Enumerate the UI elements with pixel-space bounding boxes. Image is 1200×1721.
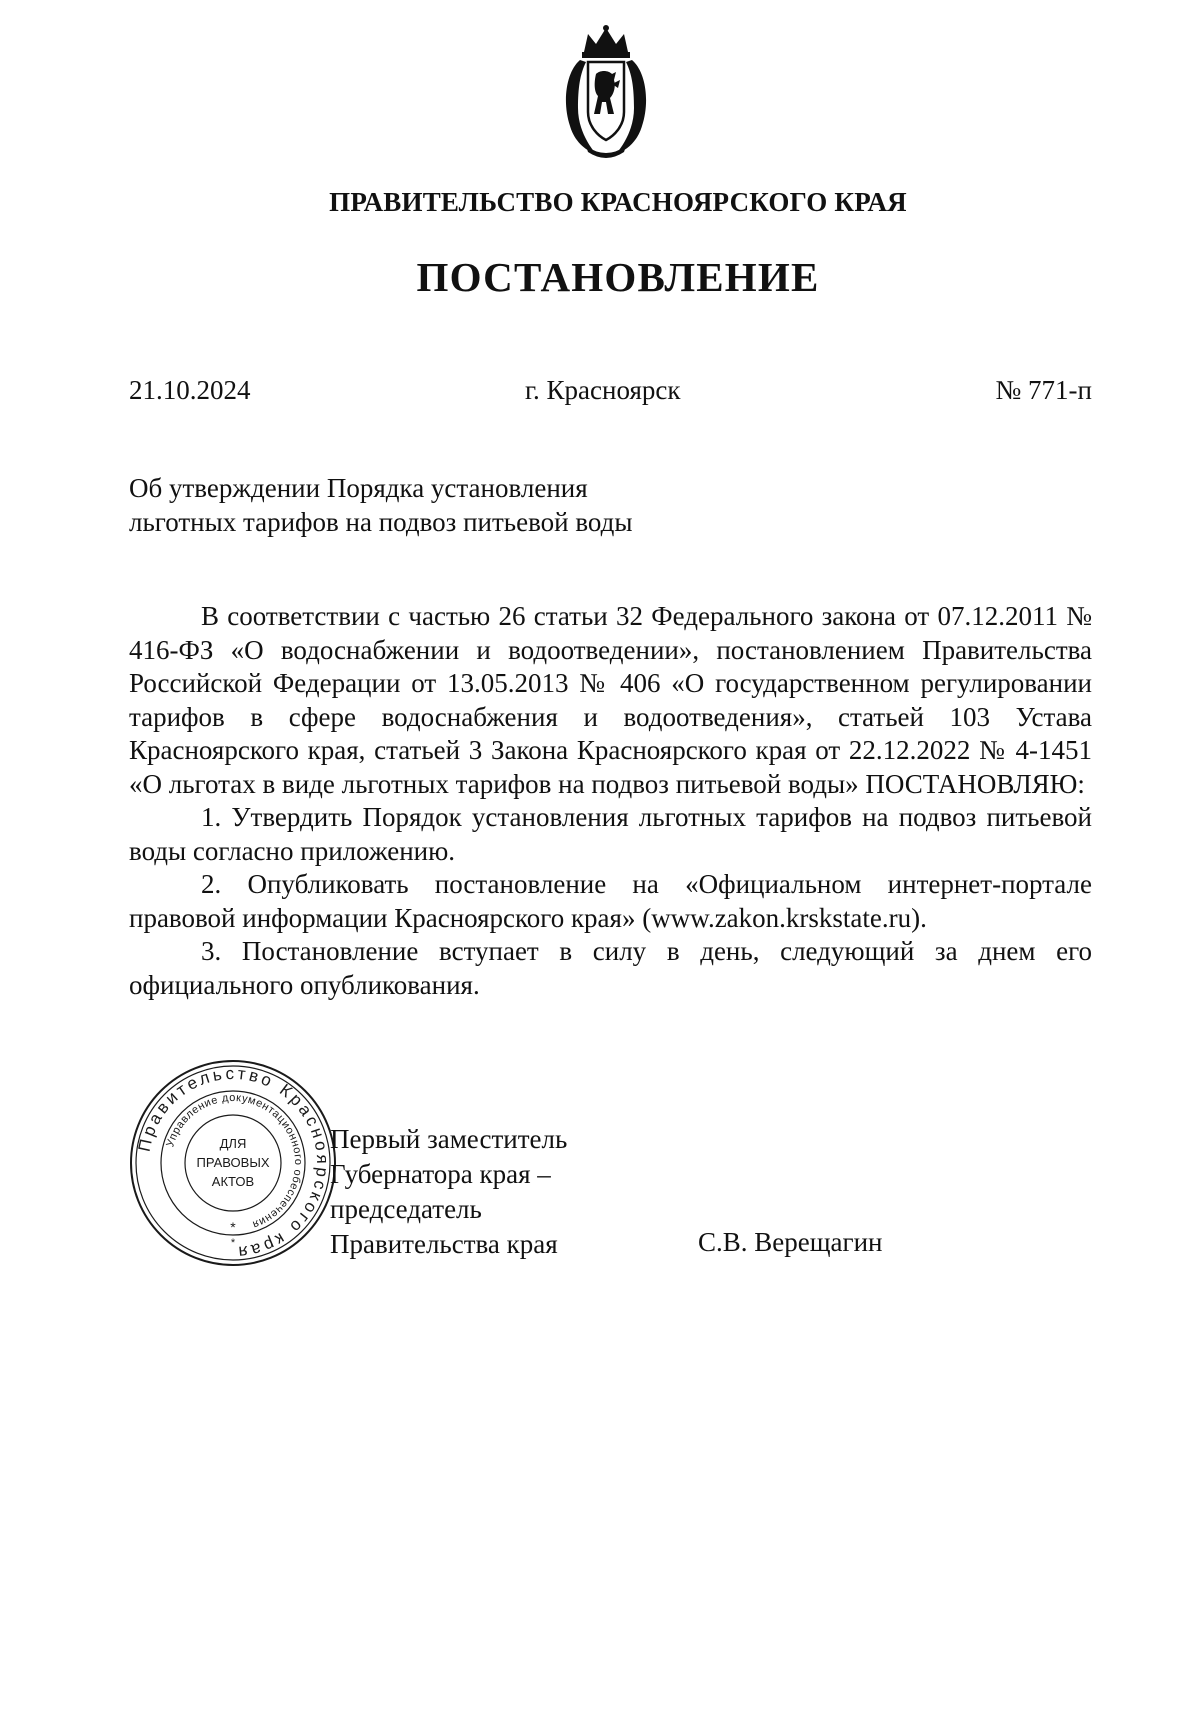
stamp-star-icon: * (230, 1237, 236, 1249)
signer-position-line: Правительства края (330, 1229, 558, 1259)
official-stamp (128, 1058, 338, 1268)
signer-position-line: Губернатора края – (330, 1159, 551, 1189)
resolution-item: 3. Постановление вступает в силу в день, следующий за днем его официального опубликования. (129, 936, 1092, 1000)
resolution-item: 1. Утвердить Порядок установления льготных тарифов на подвоз питьевой воды согласно приложению. (129, 802, 1092, 866)
signer-name: С.В. Верещагин (698, 1227, 883, 1257)
stamp-center-line: ПРАВОВЫХ (196, 1155, 270, 1170)
subject-line: Об утверждении Порядка установления (129, 473, 588, 503)
stamp-center-line: АКТОВ (211, 1174, 255, 1189)
coat-of-arms-icon (556, 22, 656, 162)
stamp-inner-text: Управление документационного обеспечения (164, 1091, 305, 1231)
document-date: 21.10.2024 (129, 375, 251, 405)
document-city: г. Красноярск (525, 375, 681, 405)
stamp-outer-text: Правительство Красноярского края (134, 1063, 333, 1263)
signer-position-line: Первый заместитель (330, 1124, 568, 1154)
resolution-item: 2. Опубликовать постановление на «Официальном интернет-портале правовой информации Красноярского края» (www.zakon.krskstate.ru). (129, 869, 1092, 933)
government-title: ПРАВИТЕЛЬСТВО КРАСНОЯРСКОГО КРАЯ (329, 187, 907, 217)
signature-block (330, 1122, 567, 1262)
document-body (129, 600, 1092, 1002)
preamble-paragraph: В соответствии с частью 26 статьи 32 Федерального закона от 07.12.2011 № 416-ФЗ «О водоснабжении и водоотведении», постановлением Правительства Российской Федерации от 13.05.2013 № 406 «О государственном регулировании тарифов в сфере водоснабжения и водоотведения», статьей 103 Устава Красноярского края, статьей 3 Закона Красноярского края от 22.12.2022 № 4-1451 «О льготах в виде льготных тарифов на подвоз питьевой воды» ПОСТАНОВЛЯЮ: (129, 601, 1092, 799)
stamp-center-line: ДЛЯ (219, 1136, 247, 1151)
subject-line: льготных тарифов на подвоз питьевой воды (129, 507, 633, 537)
signer-position-line: председатель (330, 1194, 482, 1224)
stamp-star-icon: * (230, 1219, 236, 1235)
document-type-title: ПОСТАНОВЛЕНИЕ (416, 254, 820, 300)
document-number: № 771-п (995, 375, 1092, 405)
document-subject (129, 471, 633, 539)
